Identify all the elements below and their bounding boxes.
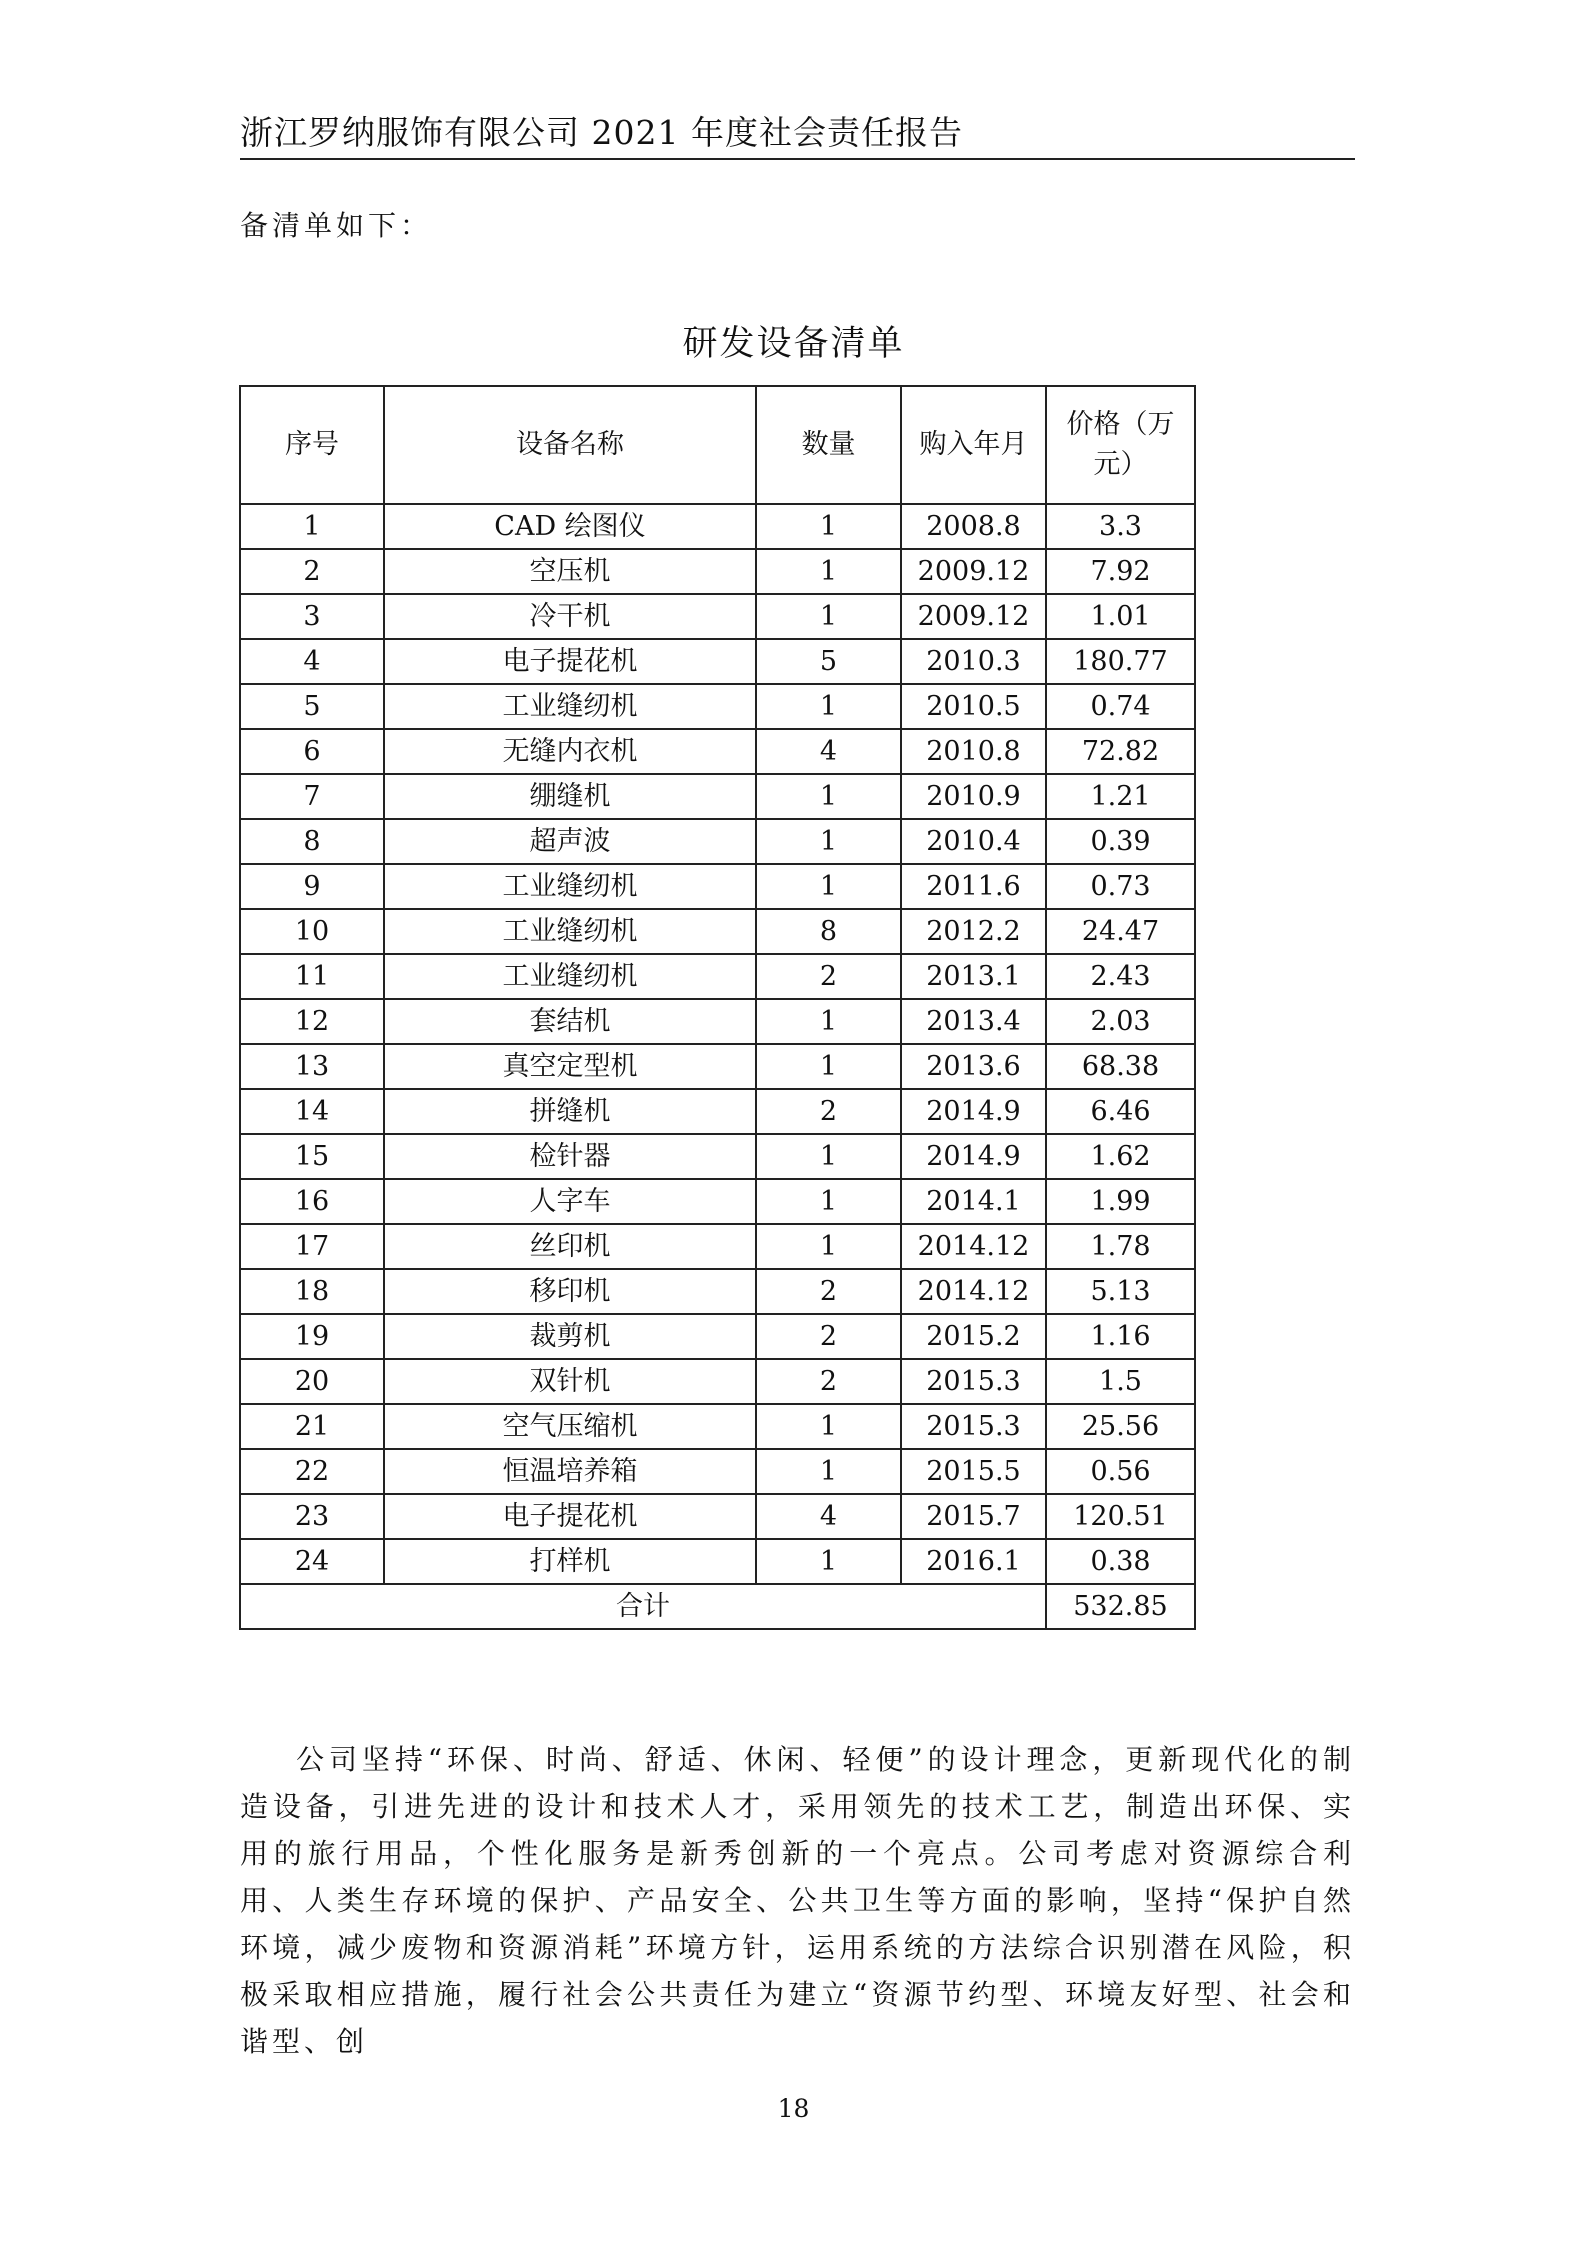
cell-quantity: 1 — [756, 864, 901, 909]
cell-quantity: 4 — [756, 1494, 901, 1539]
cell-index: 6 — [240, 729, 384, 774]
cell-index: 8 — [240, 819, 384, 864]
cell-price: 1.62 — [1046, 1134, 1195, 1179]
cell-purchase-date: 2010.9 — [901, 774, 1046, 819]
cell-quantity: 5 — [756, 639, 901, 684]
cell-price: 7.92 — [1046, 549, 1195, 594]
cell-index: 1 — [240, 504, 384, 549]
page-header: 浙江罗纳服饰有限公司 2021 年度社会责任报告 — [240, 108, 1355, 160]
cell-equipment-name: 移印机 — [384, 1269, 756, 1314]
cell-equipment-name: 工业缝纫机 — [384, 954, 756, 999]
cell-index: 19 — [240, 1314, 384, 1359]
cell-price: 1.21 — [1046, 774, 1195, 819]
cell-index: 7 — [240, 774, 384, 819]
cell-quantity: 1 — [756, 774, 901, 819]
cell-price: 25.56 — [1046, 1404, 1195, 1449]
cell-price: 6.46 — [1046, 1089, 1195, 1134]
cell-price: 1.78 — [1046, 1224, 1195, 1269]
cell-index: 24 — [240, 1539, 384, 1584]
table-row — [240, 1404, 1195, 1449]
cell-equipment-name: 超声波 — [384, 819, 756, 864]
table-row — [240, 594, 1195, 639]
cell-price: 68.38 — [1046, 1044, 1195, 1089]
cell-purchase-date: 2015.2 — [901, 1314, 1046, 1359]
cell-purchase-date: 2016.1 — [901, 1539, 1046, 1584]
table-row — [240, 1359, 1195, 1404]
cell-index: 10 — [240, 909, 384, 954]
table-row — [240, 1314, 1195, 1359]
cell-price: 0.38 — [1046, 1539, 1195, 1584]
column-header-quantity: 数量 — [756, 386, 901, 504]
table-row — [240, 1449, 1195, 1494]
cell-price: 0.39 — [1046, 819, 1195, 864]
cell-index: 12 — [240, 999, 384, 1044]
cell-purchase-date: 2014.12 — [901, 1269, 1046, 1314]
cell-quantity: 1 — [756, 1134, 901, 1179]
cell-quantity: 1 — [756, 1539, 901, 1584]
cell-equipment-name: 检针器 — [384, 1134, 756, 1179]
cell-index: 4 — [240, 639, 384, 684]
cell-price: 1.5 — [1046, 1359, 1195, 1404]
total-value: 532.85 — [1046, 1584, 1195, 1629]
cell-equipment-name: 工业缝纫机 — [384, 864, 756, 909]
cell-index: 21 — [240, 1404, 384, 1449]
table-row — [240, 954, 1195, 999]
column-header-index: 序号 — [240, 386, 384, 504]
cell-price: 3.3 — [1046, 504, 1195, 549]
paragraph-text: 公司坚持“环保、时尚、舒适、休闲、轻便”的设计理念，更新现代化的制造设备，引进先进的设计和技术人才，采用领先的技术工艺，制造出环保、实用的旅行用品，个性化服务是新秀创新的一个亮点。公司考虑对资源综合利用、人类生存环境的保护、产品安全、公共卫生等方面的影响，坚持“保护自然环境，减少废物和资源消耗”环境方针，运用系统的方法综合识别潜在风险，积极采取相应措施，履行社会公共责任为建立“资源节约型、环境友好型、社会和谐型、创 — [240, 1743, 1355, 2058]
cell-purchase-date: 2012.2 — [901, 909, 1046, 954]
cell-equipment-name: 打样机 — [384, 1539, 756, 1584]
cell-equipment-name: 电子提花机 — [384, 1494, 756, 1539]
table-title: 研发设备清单 — [682, 324, 905, 364]
table-body — [240, 504, 1195, 1584]
price-header-text: 价格（万元） — [1066, 409, 1175, 480]
page-number: 18 — [777, 2094, 810, 2123]
cell-purchase-date: 2015.3 — [901, 1404, 1046, 1449]
table-row — [240, 1089, 1195, 1134]
cell-equipment-name: 无缝内衣机 — [384, 729, 756, 774]
table-row — [240, 999, 1195, 1044]
cell-quantity: 2 — [756, 1089, 901, 1134]
cell-purchase-date: 2015.3 — [901, 1359, 1046, 1404]
cell-price: 180.77 — [1046, 639, 1195, 684]
cell-equipment-name: 丝印机 — [384, 1224, 756, 1269]
cell-quantity: 8 — [756, 909, 901, 954]
cell-quantity: 1 — [756, 684, 901, 729]
cell-index: 23 — [240, 1494, 384, 1539]
cell-purchase-date: 2010.5 — [901, 684, 1046, 729]
cell-purchase-date: 2013.4 — [901, 999, 1046, 1044]
cell-equipment-name: 工业缝纫机 — [384, 684, 756, 729]
cell-price: 0.73 — [1046, 864, 1195, 909]
table-header-row — [240, 386, 1195, 504]
cell-equipment-name: 空气压缩机 — [384, 1404, 756, 1449]
table-row — [240, 819, 1195, 864]
cell-quantity: 1 — [756, 1449, 901, 1494]
cell-quantity: 2 — [756, 1269, 901, 1314]
table-row — [240, 1044, 1195, 1089]
cell-equipment-name: 套结机 — [384, 999, 756, 1044]
cell-index: 14 — [240, 1089, 384, 1134]
cell-quantity: 2 — [756, 954, 901, 999]
cell-index: 16 — [240, 1179, 384, 1224]
cell-index: 17 — [240, 1224, 384, 1269]
cell-equipment-name: 空压机 — [384, 549, 756, 594]
cell-index: 22 — [240, 1449, 384, 1494]
cell-purchase-date: 2010.4 — [901, 819, 1046, 864]
cell-purchase-date: 2008.8 — [901, 504, 1046, 549]
table-row — [240, 1269, 1195, 1314]
column-header-name: 设备名称 — [384, 386, 756, 504]
table-row — [240, 1134, 1195, 1179]
cell-purchase-date: 2010.8 — [901, 729, 1046, 774]
table-row — [240, 1494, 1195, 1539]
cell-index: 5 — [240, 684, 384, 729]
column-header-purchase-date — [901, 386, 1046, 504]
cell-quantity: 2 — [756, 1359, 901, 1404]
cell-quantity: 1 — [756, 549, 901, 594]
cell-price: 5.13 — [1046, 1269, 1195, 1314]
table-row — [240, 549, 1195, 594]
equipment-table — [239, 385, 1196, 1630]
cell-equipment-name: 冷干机 — [384, 594, 756, 639]
cell-quantity: 1 — [756, 504, 901, 549]
cell-price: 1.16 — [1046, 1314, 1195, 1359]
total-label: 合计 — [240, 1584, 1046, 1629]
table-row — [240, 639, 1195, 684]
cell-purchase-date: 2011.6 — [901, 864, 1046, 909]
cell-quantity: 1 — [756, 1404, 901, 1449]
cell-equipment-name: 工业缝纫机 — [384, 909, 756, 954]
cell-quantity: 4 — [756, 729, 901, 774]
column-header-price — [1046, 386, 1195, 504]
table-row — [240, 504, 1195, 549]
cell-price: 1.99 — [1046, 1179, 1195, 1224]
cell-equipment-name: 拼缝机 — [384, 1089, 756, 1134]
cell-quantity: 2 — [756, 1314, 901, 1359]
cell-price: 120.51 — [1046, 1494, 1195, 1539]
cell-quantity: 1 — [756, 999, 901, 1044]
cell-index: 13 — [240, 1044, 384, 1089]
cell-index: 9 — [240, 864, 384, 909]
table-row — [240, 684, 1195, 729]
cell-purchase-date: 2015.5 — [901, 1449, 1046, 1494]
cell-price: 1.01 — [1046, 594, 1195, 639]
cell-purchase-date: 2014.9 — [901, 1089, 1046, 1134]
table-total-row — [240, 1584, 1195, 1629]
cell-purchase-date: 2014.1 — [901, 1179, 1046, 1224]
cell-equipment-name: 恒温培养箱 — [384, 1449, 756, 1494]
cell-equipment-name: 真空定型机 — [384, 1044, 756, 1089]
purchase-date-header-text: 购入年月 — [919, 429, 1028, 460]
cell-purchase-date: 2014.12 — [901, 1224, 1046, 1269]
intro-text: 备清单如下： — [240, 209, 433, 242]
cell-purchase-date: 2014.9 — [901, 1134, 1046, 1179]
table-row — [240, 1539, 1195, 1584]
table-row — [240, 864, 1195, 909]
cell-equipment-name: CAD 绘图仪 — [384, 504, 756, 549]
cell-purchase-date: 2013.1 — [901, 954, 1046, 999]
cell-quantity: 1 — [756, 1179, 901, 1224]
cell-index: 11 — [240, 954, 384, 999]
cell-purchase-date: 2015.7 — [901, 1494, 1046, 1539]
cell-price: 0.56 — [1046, 1449, 1195, 1494]
cell-purchase-date: 2009.12 — [901, 594, 1046, 639]
cell-quantity: 1 — [756, 1224, 901, 1269]
cell-index: 2 — [240, 549, 384, 594]
table-row — [240, 729, 1195, 774]
cell-quantity: 1 — [756, 594, 901, 639]
cell-index: 20 — [240, 1359, 384, 1404]
cell-price: 72.82 — [1046, 729, 1195, 774]
cell-quantity: 1 — [756, 1044, 901, 1089]
table-row — [240, 1179, 1195, 1224]
cell-equipment-name: 电子提花机 — [384, 639, 756, 684]
table-row — [240, 1224, 1195, 1269]
cell-equipment-name: 人字车 — [384, 1179, 756, 1224]
cell-purchase-date: 2013.6 — [901, 1044, 1046, 1089]
cell-price: 0.74 — [1046, 684, 1195, 729]
cell-index: 3 — [240, 594, 384, 639]
table-row — [240, 909, 1195, 954]
cell-purchase-date: 2009.12 — [901, 549, 1046, 594]
cell-equipment-name: 绷缝机 — [384, 774, 756, 819]
cell-purchase-date: 2010.3 — [901, 639, 1046, 684]
cell-equipment-name: 裁剪机 — [384, 1314, 756, 1359]
cell-price: 2.03 — [1046, 999, 1195, 1044]
cell-index: 18 — [240, 1269, 384, 1314]
cell-price: 2.43 — [1046, 954, 1195, 999]
body-paragraph — [240, 1736, 1355, 2065]
table-row — [240, 774, 1195, 819]
cell-quantity: 1 — [756, 819, 901, 864]
cell-index: 15 — [240, 1134, 384, 1179]
cell-equipment-name: 双针机 — [384, 1359, 756, 1404]
cell-price: 24.47 — [1046, 909, 1195, 954]
